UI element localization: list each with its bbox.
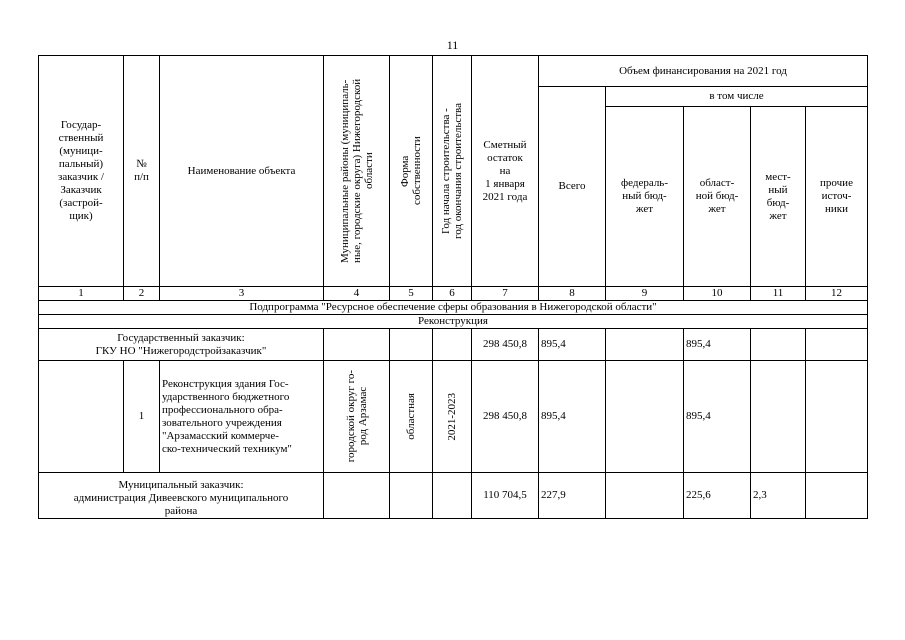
- header-district: [324, 56, 390, 287]
- cell-empty: [39, 361, 124, 473]
- municipal-total: 227,9: [539, 473, 606, 519]
- column-number: 5: [390, 287, 433, 301]
- column-number: 2: [124, 287, 160, 301]
- header-ownership-text: Форма собственности: [399, 136, 423, 206]
- column-number: 12: [806, 287, 868, 301]
- object-balance: 298 450,8: [472, 361, 539, 473]
- header-years: [433, 56, 472, 287]
- state-customer-row: [39, 329, 868, 361]
- header-balance: Сметный остаток на 1 января 2021 года: [472, 56, 539, 287]
- column-number: 8: [539, 287, 606, 301]
- municipal-local: 2,3: [751, 473, 806, 519]
- cell-empty: [324, 329, 390, 361]
- state-local: [751, 329, 806, 361]
- header-total: Всего: [539, 87, 606, 287]
- subprogram-title: Подпрограмма "Ресурсное обеспечение сферы образования в Нижегородской области": [39, 301, 868, 315]
- state-total: 895,4: [539, 329, 606, 361]
- column-number: 11: [751, 287, 806, 301]
- column-number: 1: [39, 287, 124, 301]
- object-other: [806, 361, 868, 473]
- object-total: 895,4: [539, 361, 606, 473]
- municipal-customer: Муниципальный заказчик: администрация Дивеевского муниципального района: [39, 473, 324, 519]
- header-district-text: Муниципальные районы (муниципаль- ные, городские округа) Нижегородской области: [338, 78, 375, 264]
- object-ownership: областная: [405, 393, 417, 440]
- column-number: 4: [324, 287, 390, 301]
- object-regional: 895,4: [684, 361, 751, 473]
- object-local: [751, 361, 806, 473]
- column-numbers-row: [39, 287, 868, 301]
- object-years: 2021-2023: [446, 392, 458, 441]
- municipal-balance: 110 704,5: [472, 473, 539, 519]
- object-district: городской округ го- род Арзамас: [344, 370, 369, 463]
- object-num: 1: [124, 361, 160, 473]
- header-other: прочие источ- ники: [806, 107, 868, 287]
- cell-empty: [390, 473, 433, 519]
- object-years-cell: [433, 361, 472, 473]
- cell-empty: [324, 473, 390, 519]
- header-regional: област- ной бюд- жет: [684, 107, 751, 287]
- state-customer: Государственный заказчик: ГКУ НО "Нижегородстройзаказчик": [39, 329, 324, 361]
- object-name: Реконструкция здания Гос- ударственного бюджетного профессионального обра- зовательного учреждения "Арзамасский коммерче- ско-технический техникум": [160, 361, 324, 473]
- header-including: в том числе: [606, 87, 868, 107]
- header-local: мест- ный бюд- жет: [751, 107, 806, 287]
- object-federal: [606, 361, 684, 473]
- cell-empty: [390, 329, 433, 361]
- column-number: 10: [684, 287, 751, 301]
- municipal-regional: 225,6: [684, 473, 751, 519]
- header-num: № п/п: [124, 56, 160, 287]
- state-balance: 298 450,8: [472, 329, 539, 361]
- cell-empty: [433, 473, 472, 519]
- cell-empty: [433, 329, 472, 361]
- header-funding: Объем финансирования на 2021 год: [539, 56, 868, 87]
- header-object: Наименование объекта: [160, 56, 324, 287]
- state-regional: 895,4: [684, 329, 751, 361]
- state-other: [806, 329, 868, 361]
- header-federal: федераль- ный бюд- жет: [606, 107, 684, 287]
- municipal-other: [806, 473, 868, 519]
- financing-table: [38, 55, 868, 519]
- page-number: 11: [446, 38, 459, 52]
- state-federal: [606, 329, 684, 361]
- header-ownership: [390, 56, 433, 287]
- object-ownership-cell: [390, 361, 433, 473]
- object-district-cell: [324, 361, 390, 473]
- object-row: [39, 361, 868, 473]
- header-years-text: Год начала строительства - год окончания строительства: [440, 103, 464, 239]
- section-title: Реконструкция: [39, 315, 868, 329]
- column-number: 3: [160, 287, 324, 301]
- column-number: 9: [606, 287, 684, 301]
- column-number: 7: [472, 287, 539, 301]
- municipal-federal: [606, 473, 684, 519]
- municipal-customer-row: [39, 473, 868, 519]
- header-customer: Государ- ственный (муници- пальный) заказчик / Заказчик (застрой- щик): [39, 56, 124, 287]
- column-number: 6: [433, 287, 472, 301]
